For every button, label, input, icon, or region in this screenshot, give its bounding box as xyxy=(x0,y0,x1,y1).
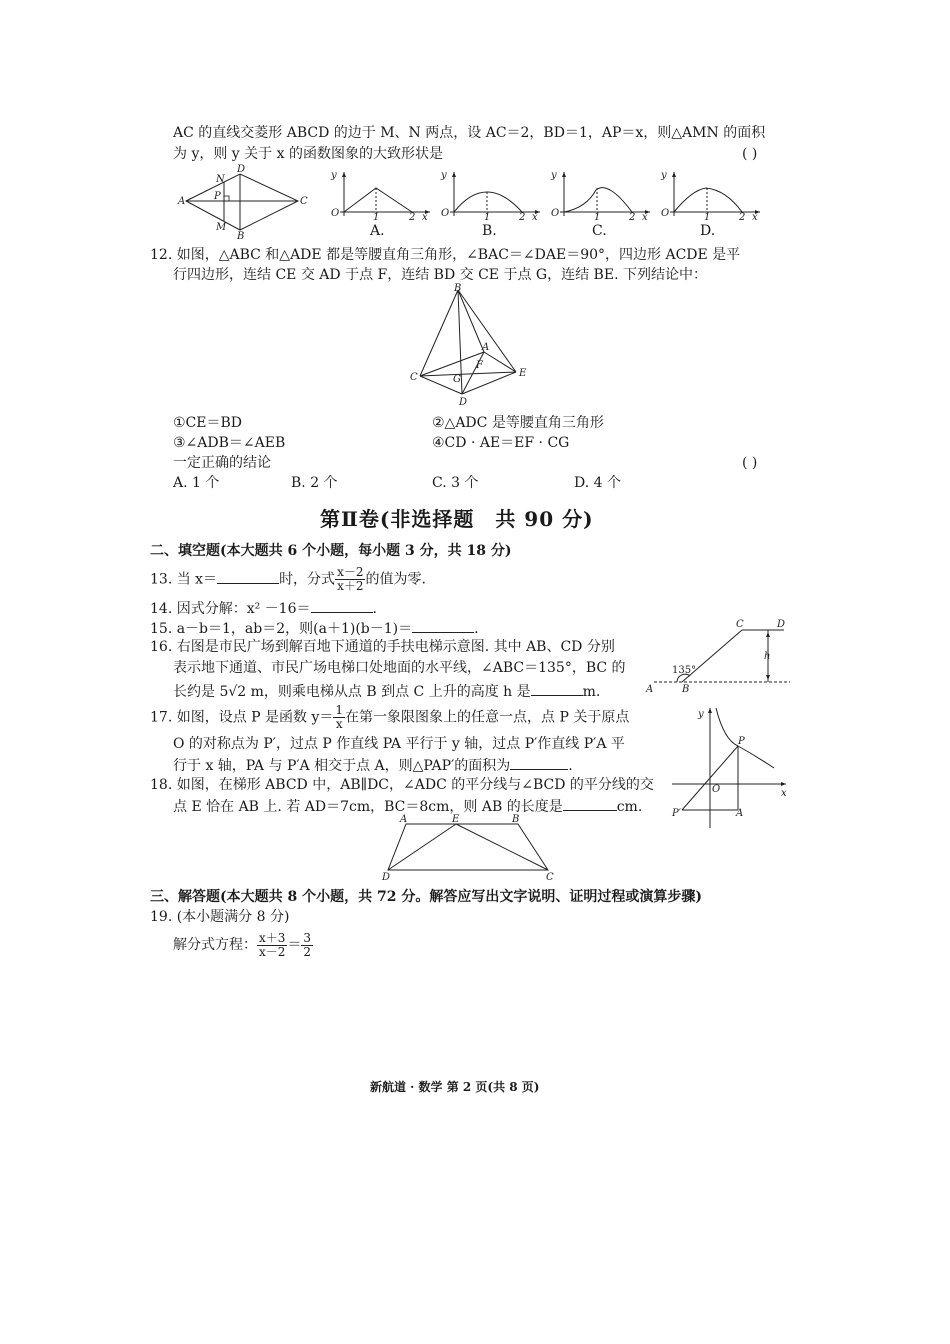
q12-statement-1: ①CE＝BD xyxy=(173,415,242,431)
figure-label: A xyxy=(482,342,490,353)
figure-label: F xyxy=(476,360,483,371)
q11-label-B: B xyxy=(237,231,245,242)
text-fragment: ＝ xyxy=(287,937,302,953)
figure-label: x xyxy=(532,212,538,223)
q13-text-b: 时，分式 xyxy=(279,571,336,588)
figure-label: O xyxy=(712,784,721,795)
text-fragment: x xyxy=(335,717,343,731)
q12-ask: 一定正确的结论 xyxy=(173,455,271,471)
q13-text-a: 13. 当 x＝ xyxy=(150,571,218,588)
figure-label: C xyxy=(546,872,554,883)
figure-label: 2 xyxy=(519,212,526,223)
text-fragment: 3 xyxy=(303,930,312,945)
q17-figure xyxy=(668,704,792,830)
figure-label: 2 xyxy=(409,212,416,223)
figure-label: 1 xyxy=(484,212,491,223)
q12-choice-d: D. 4 个 xyxy=(574,475,621,491)
figure-label: x xyxy=(752,212,758,223)
text-fragment: 1 xyxy=(335,703,344,717)
q11-label-M: M xyxy=(216,222,227,233)
figure-label: 135° xyxy=(672,665,697,676)
q13-fraction xyxy=(335,566,365,593)
q12-choice-c: C. 3 个 xyxy=(432,475,479,491)
q15-blank[interactable] xyxy=(412,618,474,633)
part2-title: 第Ⅱ卷(非选择题 共 90 分) xyxy=(320,507,594,531)
figure-label: D xyxy=(777,619,786,630)
figure-label: O xyxy=(661,208,670,219)
q12-statement-2: ②△ADC 是等腰直角三角形 xyxy=(432,415,604,431)
q12-line2: 行四边形，连结 CE 交 AD 于点 F，连结 BD 交 CE 于点 G，连结 BE. 下列结论中： xyxy=(173,267,707,283)
figure-label: O xyxy=(441,208,450,219)
text-fragment: 15. a－b＝1，ab＝2，则(a＋1)(b－1)＝ xyxy=(150,621,413,637)
figure-label: h xyxy=(764,651,771,662)
figure-label: B xyxy=(682,684,690,695)
q18-blank[interactable] xyxy=(563,796,617,811)
q11-line1: AC 的直线交菱形 ABCD 的边于 M、N 两点，设 AC＝2，BD＝1，AP＝x，则△AMN 的面积 xyxy=(173,125,766,141)
q13-blank[interactable] xyxy=(217,569,279,584)
figure-label: y xyxy=(441,170,447,181)
q16-figure xyxy=(644,618,790,698)
q11-option-c: C. xyxy=(592,223,607,239)
q19-fraction-left xyxy=(257,932,287,959)
text-fragment: cm. xyxy=(616,799,643,815)
text-fragment: 长约是 5√2 m，则乘电梯从点 B 到点 C 上升的高度 h 是 xyxy=(173,684,531,700)
text-fragment: x＋3 xyxy=(259,930,286,945)
figure-label: P′ xyxy=(672,808,681,819)
q12-answer-paren: ( ) xyxy=(742,455,758,471)
q17-line3 xyxy=(173,755,573,775)
q11-option-b: B. xyxy=(482,223,497,239)
q19-equation xyxy=(173,930,313,960)
figure-label: B xyxy=(512,814,520,825)
q17-fraction xyxy=(333,704,345,731)
q18-figure xyxy=(380,812,556,882)
q16-line2: 表示地下通道、市民广场电梯口处地面的水平线，∠ABC＝135°，BC 的 xyxy=(173,660,626,676)
q11-label-P: P xyxy=(214,191,221,202)
q12-line1: 12. 如图，△ABC 和△ADE 都是等腰直角三角形，∠BAC＝∠DAE＝90°，四边形 ACDE 是平 xyxy=(150,247,741,263)
q11-label-D: D xyxy=(237,164,246,175)
q14-blank[interactable] xyxy=(311,598,373,613)
figure-label: A xyxy=(400,814,408,825)
q17-line1 xyxy=(150,704,629,731)
figure-label: x xyxy=(642,212,648,223)
section3-heading: 三、解答题(本大题共 8 个小题，共 72 分。解答应写出文字说明、证明过程或演算步骤) xyxy=(150,889,702,905)
q11-label-A: A xyxy=(178,196,186,207)
text-fragment: . xyxy=(474,621,479,637)
q16-line3 xyxy=(173,681,600,701)
figure-label: D xyxy=(459,397,468,408)
text-fragment: 17. 如图，设点 P 是函数 y＝ xyxy=(150,709,334,726)
q11-option-a: A. xyxy=(370,223,385,239)
text-fragment: x－2 xyxy=(259,944,286,959)
q12-statement-3: ③∠ADB＝∠AEB xyxy=(173,435,286,451)
figure-label: C xyxy=(410,372,418,383)
text-fragment: . xyxy=(568,758,573,774)
q11-graph-a xyxy=(326,168,436,223)
q19-fraction-right xyxy=(301,932,313,959)
q13 xyxy=(150,566,426,593)
text-fragment: 14. 因式分解：x² －16＝ xyxy=(150,601,311,617)
text-fragment: 解分式方程： xyxy=(173,937,257,953)
q13-text-c: 的值为零. xyxy=(365,571,426,588)
figure-label: x xyxy=(781,788,787,799)
figure-label: y xyxy=(698,709,704,720)
q12-choice-a: A. 1 个 xyxy=(173,475,220,491)
figure-label: x xyxy=(422,212,428,223)
q11-graph-d xyxy=(656,168,766,223)
q16-line1: 16. 右图是市民广场到解百地下通道的手扶电梯示意图. 其中 AB、CD 分别 xyxy=(150,639,615,655)
q19-heading: 19. (本小题满分 8 分) xyxy=(150,909,290,925)
q11-option-d: D. xyxy=(700,223,716,239)
text-fragment: m. xyxy=(582,684,601,700)
figure-label: O xyxy=(551,208,560,219)
figure-label: A xyxy=(646,684,654,695)
q11-graph-c xyxy=(546,168,656,223)
text-fragment: . xyxy=(372,601,377,617)
figure-label: y xyxy=(661,170,667,181)
figure-label: 1 xyxy=(373,212,380,223)
figure-label: O xyxy=(331,208,340,219)
text-fragment: 点 E 恰在 AB 上. 若 AD＝7cm，BC＝8cm，则 AB 的长度是 xyxy=(173,799,563,815)
figure-label: 1 xyxy=(594,212,601,223)
figure-label: E xyxy=(452,814,460,825)
q11-graph-b xyxy=(436,168,546,223)
q12-figure xyxy=(406,284,536,406)
q11-label-C: C xyxy=(300,196,308,207)
text-fragment: x＋2 xyxy=(337,579,364,593)
text-fragment: 行于 x 轴，PA 与 P′A 相交于点 A，则△PAP′的面积为 xyxy=(173,758,511,774)
q11-label-N: N xyxy=(216,174,225,185)
q17-line2: O 的对称点为 P′，过点 P 作直线 PA 平行于 y 轴，过点 P′作直线 P′A 平 xyxy=(173,736,625,752)
text-fragment: 2 xyxy=(303,944,312,959)
page-footer: 新航道 · 数学 第 2 页(共 8 页) xyxy=(370,1080,540,1094)
figure-label: 2 xyxy=(739,212,746,223)
q11-rhombus-figure xyxy=(176,164,308,242)
section2-heading: 二、填空题(本大题共 6 个小题，每小题 3 分，共 18 分) xyxy=(150,543,512,559)
figure-label: B xyxy=(454,283,462,294)
figure-label: P xyxy=(738,736,745,747)
q17-blank[interactable] xyxy=(510,755,568,770)
figure-label: 1 xyxy=(704,212,711,223)
figure-label: C xyxy=(736,619,744,630)
q14 xyxy=(150,598,377,618)
figure-label: D xyxy=(382,872,391,883)
figure-label: E xyxy=(519,368,527,379)
text-fragment: x－2 xyxy=(337,565,364,579)
figure-label: y xyxy=(331,170,337,181)
q16-blank[interactable] xyxy=(531,681,583,696)
figure-label: G xyxy=(453,374,461,385)
q11-line2: 为 y，则 y 关于 x 的函数图象的大致形状是 xyxy=(173,146,443,162)
figure-label: y xyxy=(551,170,557,181)
q12-choice-b: B. 2 个 xyxy=(291,475,338,491)
figure-label: 2 xyxy=(629,212,636,223)
q15 xyxy=(150,618,479,638)
text-fragment: 在第一象限图象上的任意一点，点 P 关于原点 xyxy=(345,709,630,726)
q12-statement-4: ④CD · AE＝EF · CG xyxy=(432,435,570,451)
q18-line1: 18. 如图，在梯形 ABCD 中，AB∥DC，∠ADC 的平分线与∠BCD 的平分线的交 xyxy=(150,777,654,793)
q11-answer-paren: ( ) xyxy=(742,146,758,162)
figure-label: A xyxy=(736,808,744,819)
